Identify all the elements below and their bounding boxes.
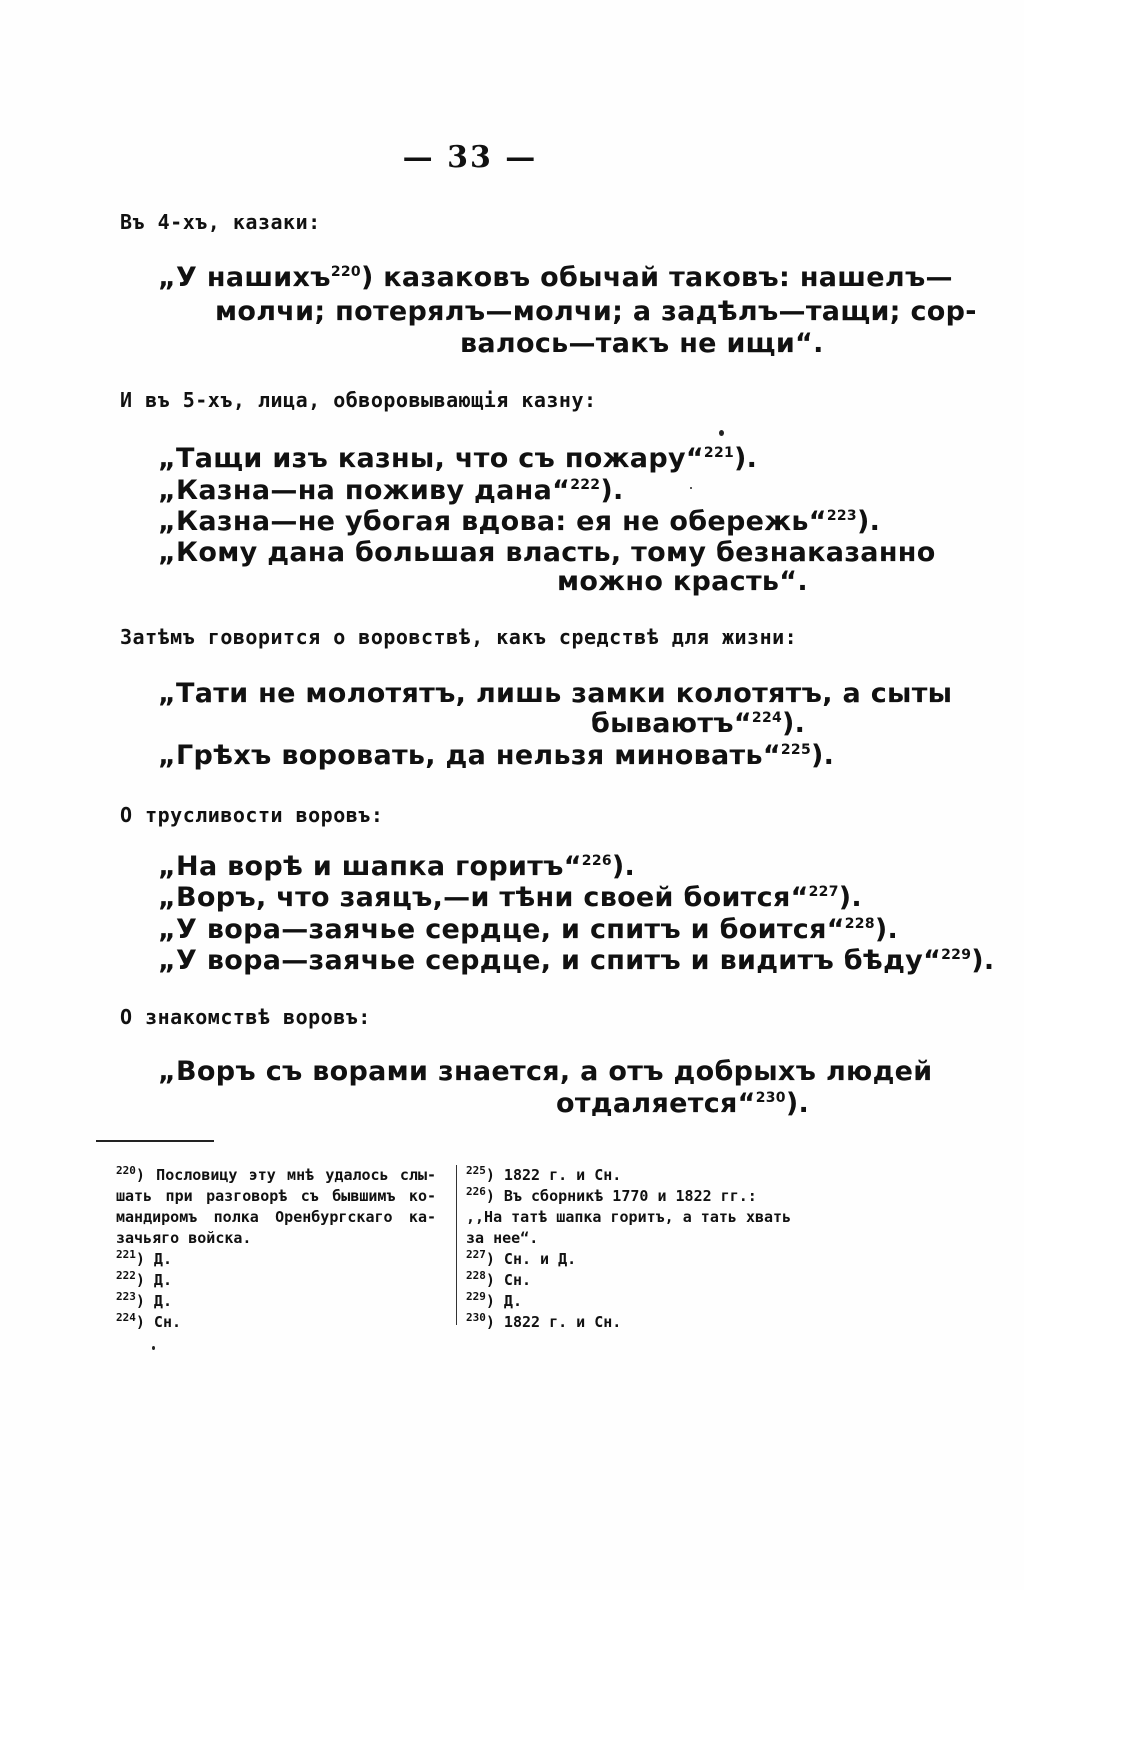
proverb-treasury-1 [158,443,757,475]
footnote-column-divider [456,1165,457,1325]
footnotes-right-column [466,1165,826,1333]
section-intro-8: О знакомствѣ воровъ: [120,1005,371,1029]
footnote-ref: 223 [826,508,857,524]
proverb-text: бываютъ“ [591,708,752,739]
proverb-acquaintance-1: „Воръ съ ворами знается, а отъ добрыхъ людей [158,1056,933,1087]
footnote-text: ) Д. [135,1271,172,1289]
section-intro-7: О трусливости воровъ: [120,803,384,827]
proverb-text: „Казна—на поживу дана“ [158,475,571,506]
footnote-ref: 221 [703,445,735,461]
footnote-228 [466,1270,826,1291]
footnote-222 [116,1270,436,1291]
proverb-acquaintance-1-cont [556,1088,809,1120]
footnote-text: ) Д. [135,1250,172,1268]
proverb-cowardice-1 [158,851,635,883]
footnote-number: 220 [116,1164,136,1177]
footnote-text: ) Д. [485,1292,522,1310]
proverb-text: „У нашихъ [158,262,331,293]
footnote-220 [116,1165,436,1186]
scan-speck [719,430,724,436]
footnote-line: шать при разговорѣ съ бывшимъ ко- [116,1187,436,1205]
footnote-ref: 220 [330,264,361,280]
footnote-ref: 227 [808,884,839,900]
proverb-text: „Кому дана большая власть, тому безнаказанно [158,537,936,568]
proverb-thieves-2 [158,740,834,772]
footnote-ref: 229 [941,947,972,963]
proverb-text: ) казаковъ обычай таковъ: нашелъ— [360,262,953,293]
footnote-line: ,,На татѣ шапка горитъ, а тать хвать [466,1208,792,1226]
proverb-tail: ). [838,882,862,913]
proverb-tail: ). [856,506,881,537]
section-intro-6: Затѣмъ говорится о воровствѣ, какъ средствѣ для жизни: [120,625,798,649]
footnote-number: 228 [466,1269,486,1282]
proverb-tail: ). [971,945,995,976]
proverb-tail: ). [782,708,806,739]
proverb-text: „У вора—заячье сердце, и спитъ и боится“ [158,914,845,945]
proverb-treasury-4-cont: можно красть“. [557,566,808,597]
proverb-cossacks-line1 [158,262,953,294]
footnote-ref: 225 [780,742,811,758]
proverb-text: „На ворѣ и шапка горитъ“ [158,851,582,882]
proverb-tail: ). [600,475,624,506]
footnote-number: 222 [116,1269,136,1282]
proverb-text: „Грѣхъ воровать, да нельзя миновать“ [158,740,781,771]
proverb-tail: ). [785,1088,810,1119]
section-intro-4: Въ 4-хъ, казаки: [120,210,321,234]
footnote-ref: 230 [755,1090,786,1106]
footnote-number: 223 [116,1290,136,1303]
footnote-number: 230 [466,1311,486,1324]
section-intro-5: И въ 5-хъ, лица, обворовывающія казну: [120,388,597,412]
proverb-tail: ). [811,740,835,771]
footnote-line: за нее“. [466,1229,539,1247]
footnote-number: 226 [466,1185,486,1198]
footnote-227 [466,1249,826,1270]
footnote-number: 221 [116,1248,136,1261]
proverb-treasury-4 [158,537,936,569]
footnote-ref: 222 [570,477,601,493]
proverb-tail: ). [611,851,636,882]
proverb-treasury-2 [158,475,624,507]
proverb-tail: ). [734,443,758,474]
footnote-number: 227 [466,1248,486,1261]
footnote-229 [466,1291,826,1312]
footnote-text: ) Сн. [485,1271,532,1289]
proverb-cowardice-2 [158,882,862,914]
footnote-ref: 228 [844,916,875,932]
proverb-thieves-1-cont [591,708,805,740]
proverb-tail: ). [874,914,899,945]
proverb-cowardice-4 [158,945,994,977]
footnote-number: 229 [466,1290,486,1303]
footnote-separator [96,1140,214,1142]
proverb-treasury-3 [158,506,880,538]
footnote-221 [116,1249,436,1270]
footnote-text: ) Сн. и Д. [485,1250,577,1268]
proverb-text: „Тащи изъ казны, что съ пожару“ [158,443,704,474]
footnote-number: 224 [116,1311,136,1324]
proverb-cowardice-3 [158,914,898,946]
proverb-cossacks-line2: молчи; потерялъ—молчи; а задѣлъ—тащи; сор- [215,296,977,327]
footnote-text: ) Сн. [135,1313,182,1331]
scan-speck [152,1346,155,1350]
footnote-line: мандиромъ полка Оренбургскаго ка- [116,1208,436,1226]
footnote-number: 225 [466,1164,486,1177]
scan-speck [690,487,692,489]
footnote-text: ) Пословицу эту мнѣ удалось слы- [135,1166,436,1184]
proverb-text: отдаляется“ [556,1088,756,1119]
footnote-ref: 226 [581,853,612,869]
footnote-text: ) 1822 г. и Сн. [485,1166,622,1184]
proverb-text: „Воръ, что заяцъ,—и тѣни своей боится“ [158,882,809,913]
footnote-223 [116,1291,436,1312]
footnote-text: ) Въ сборникѣ 1770 и 1822 гг.: [485,1187,757,1205]
footnote-226 [466,1186,826,1207]
footnote-text: ) 1822 г. и Сн. [485,1313,622,1331]
footnotes-left-column [116,1165,436,1333]
footnote-225 [466,1165,826,1186]
footnote-224 [116,1312,436,1333]
footnote-line: зачьяго войска. [116,1229,252,1247]
footnote-ref: 224 [751,710,783,726]
proverb-cossacks-line3: валось—такъ не ищи“. [460,328,824,359]
proverb-text: „У вора—заячье сердце, и спитъ и видитъ бѣду“ [158,945,942,976]
footnote-230 [466,1312,826,1333]
proverb-thieves-1: „Тати не молотятъ, лишь замки колотятъ, а сыты [158,678,953,709]
proverb-text: „Казна—не убогая вдова: ея не обережь“ [158,506,827,537]
page-number: — 33 — [402,140,538,175]
footnote-text: ) Д. [135,1292,172,1310]
